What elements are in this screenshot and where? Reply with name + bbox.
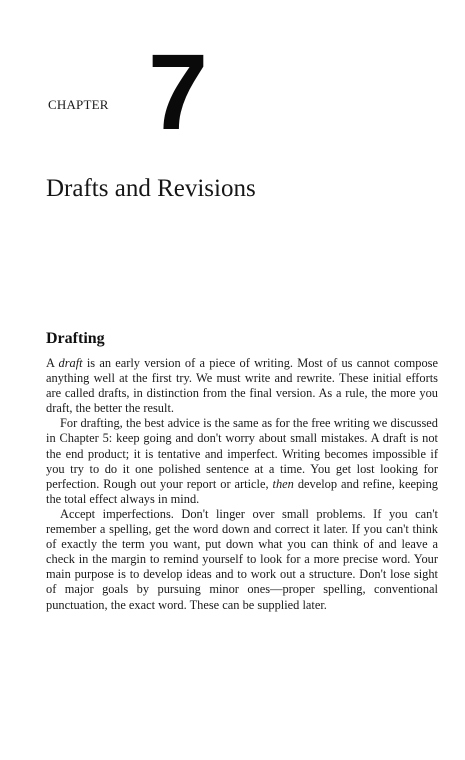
chapter-title: Drafts and Revisions xyxy=(46,175,256,202)
text-run: For drafting, the best advice is the same as for the free writing we discussed in Chapter 5: keep going and don't worry about small mistakes. A draft is not the end product; it is tentative and imperfect. Writing becomes impossible if you try to do it one polished sentence at a time. You get lost looking for perfection. Rough out your report or article, xyxy=(46,416,438,491)
chapter-number: 7 xyxy=(148,31,209,152)
paragraph xyxy=(46,507,438,613)
text-run: A xyxy=(46,356,59,370)
paragraph xyxy=(46,356,438,416)
chapter-label: CHAPTER xyxy=(48,97,109,112)
text-run: develop and refine, keeping the total effect always in mind. xyxy=(46,476,438,506)
paragraph xyxy=(46,416,438,507)
emphasized-text: draft xyxy=(58,356,83,370)
emphasized-text: then xyxy=(272,476,294,491)
body-text xyxy=(46,356,438,613)
text-run: Accept imperfections. Don't linger over small problems. If you can't remember a spelling, get the word down and correct it later. If you can't think of exactly the term you want, put down what you can think of and leave a check in the margin to remind yourself to look for a more precise word. Your main purpose is to develop ideas and to work out a structure. Don't lose sight of major goals by pursuing minor ones—proper spelling, conventional punctuation, the exact word. These can be supplied later. xyxy=(46,506,438,612)
section-heading: Drafting xyxy=(46,330,105,347)
text-run: is an early version of a piece of writing. Most of us cannot compose anything well at the first try. We must write and rewrite. These initial efforts are called drafts, in distinction from the final version. As a rule, the more you draft, the better the result. xyxy=(46,356,438,416)
